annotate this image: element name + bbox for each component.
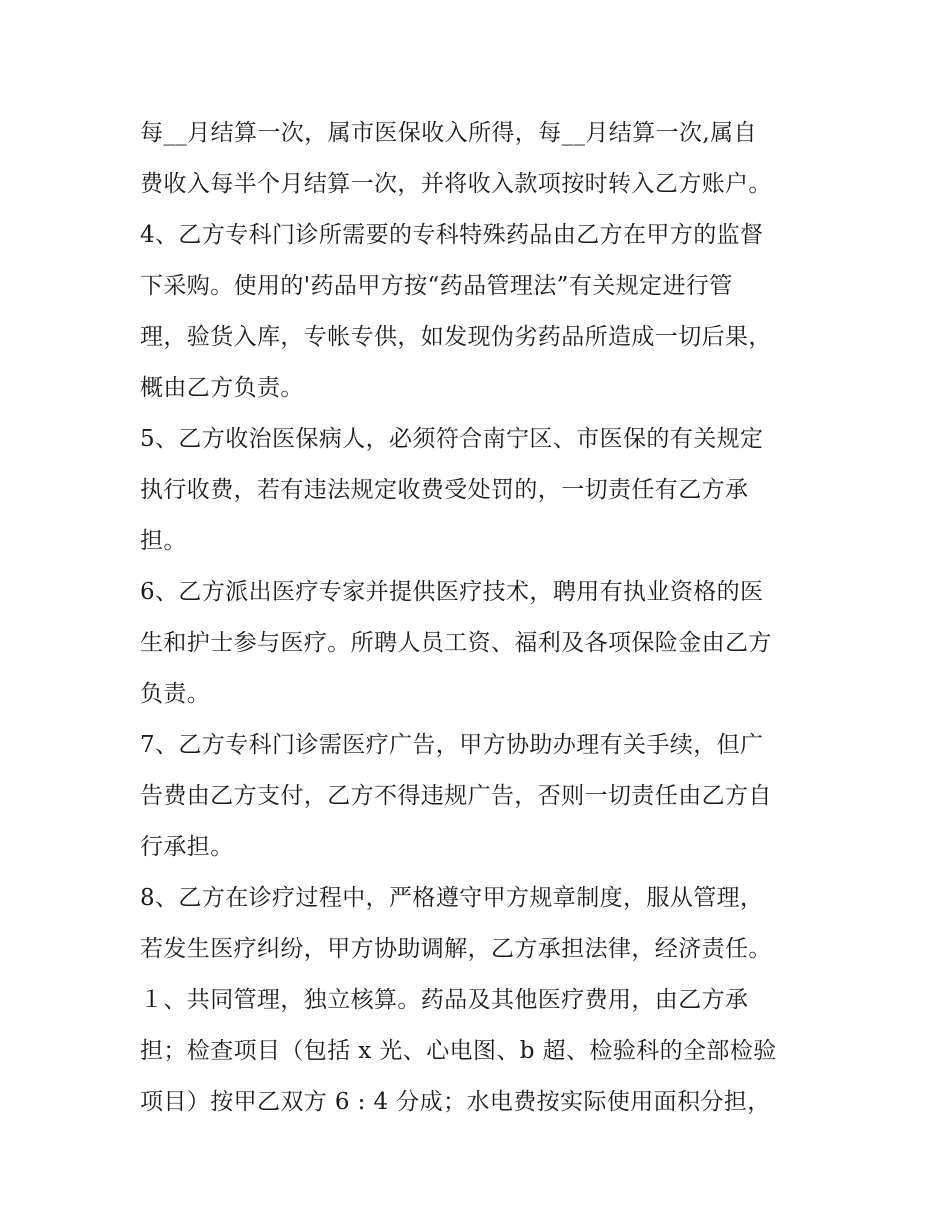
text-line-11: 生和护士参与医疗。所聘人员工资、福利及各项保险金由乙方 xyxy=(140,630,772,656)
text-line-16: 8、乙方在诊疗过程中，严格遵守甲方规章制度，服从管理， xyxy=(140,885,764,911)
text-line-18: １、共同管理，独立核算。药品及其他医疗费用，由乙方承 xyxy=(140,987,749,1013)
text-line-9: 担。 xyxy=(140,528,187,554)
text-line-2: 费收入每半个月结算一次，并将收入款项按时转入乙方账户。 xyxy=(140,171,772,197)
text-line-14: 告费由乙方支付，乙方不得违规广告，否则一切责任由乙方自 xyxy=(140,783,772,809)
text-line-13: 7、乙方专科门诊需医疗广告，甲方协助办理有关手续，但广 xyxy=(140,732,764,758)
text-line-3: 4、乙方专科门诊所需要的专科特殊药品由乙方在甲方的监督 xyxy=(140,222,764,248)
text-line-12: 负责。 xyxy=(140,681,211,707)
text-line-19: 担；检查项目（包括 x 光、心电图、b 超、检验科的全部检验 xyxy=(140,1038,777,1064)
text-line-8: 执行收费，若有违法规定收费受处罚的，一切责任有乙方承 xyxy=(140,477,749,503)
text-line-7: 5、乙方收治医保病人，必须符合南宁区、市医保的有关规定 xyxy=(140,426,764,452)
text-line-6: 概由乙方负责。 xyxy=(140,375,304,401)
text-line-15: 行承担。 xyxy=(140,834,234,860)
text-line-17: 若发生医疗纠纷，甲方协助调解，乙方承担法律，经济责任。 xyxy=(140,936,772,962)
text-line-5: 理，验货入库，专帐专供，如发现伪劣药品所造成一切后果， xyxy=(140,324,772,350)
text-line-1: 每__月结算一次，属市医保收入所得，每__月结算一次,属自 xyxy=(140,120,757,146)
text-line-10: 6、乙方派出医疗专家并提供医疗技术，聘用有执业资格的医 xyxy=(140,579,764,605)
text-line-20: 项目）按甲乙双方 6 : 4 分成；水电费按实际使用面积分担， xyxy=(140,1089,771,1115)
text-line-4: 下采购。使用的'药品甲方按“药品管理法”有关规定进行管 xyxy=(140,273,733,299)
contract-text-body xyxy=(140,108,820,1128)
